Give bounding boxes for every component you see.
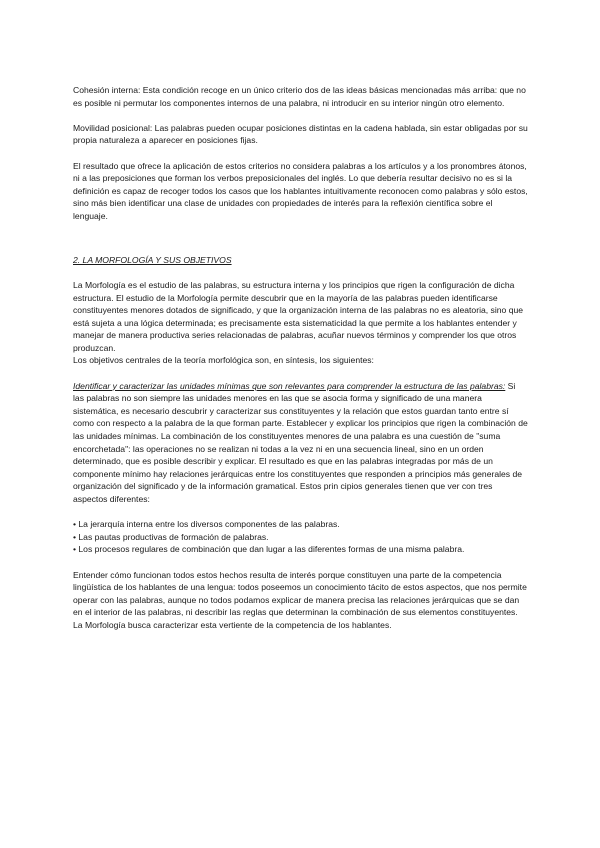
paragraph-body: Si las palabras no son siempre las unidades menores en las que se asocia forma y significado de una manera sistemática, es necesario descubrir y caracterizar sus constituyentes y la relación que estos guardan tanto entre sí como con respecto a la palabra de la que forman parte. Establecer y explicar los principios que rigen la combinación de las unidades mínimas. La combinación de los constituyentes menores de una palabra es una cuestión de "suma encorchetada": las operaciones no se realizan ni todas a la vez ni en una secuencia lineal, sino en un orden determinado, que es posible describir y explicar. El resultado es que en las palabras integradas por más de un componente mínimo hay relaciones jerárquicas entre los constituyentes que responden a principios más generales de organización del significado y de la información gramatical. Estos prin cipios generales tienen que ver con tres aspectos diferentes: [73,380,528,504]
bullet-list [73,518,528,556]
spacer [73,266,528,279]
paragraph-lead-underlined: Identificar y caracterizar las unidades mínimas que son relevantes para comprender la estructura de las palabras: [73,380,506,391]
paragraph-resultado-criterios: El resultado que ofrece la aplicación de estos criterios no considera palabras a los artículos y a los pronombres átonos, ni a las preposiciones que forman los verbos preposicionales del inglés. Lo que debería resultar decisivo no es si la definición es capaz de recoger todos los casos que los hablantes intuitivamente reconocen como palabras y sólo estos, sino más bien identificar una clase de unidades con propiedades de interés para la reflexión científica sobre el lenguaje. [73,160,528,221]
spacer [73,506,528,519]
paragraph-cohesion-interna: Cohesión interna: Esta condición recoge en un único criterio dos de las ideas básicas mencionadas más arriba: que no es posible ni permutar los componentes internos de una palabra, ni introducir en su interior ningún otro elemento. [73,85,526,108]
spacer [73,235,528,248]
spacer [73,223,528,236]
paragraph-morfologia-definicion: La Morfología es el estudio de las palabras, su estructura interna y los principios que rigen la configuración de dicha estructura. El estudio de la Morfología permite descubrir que en la mayoría de las palabras pueden identificarse constituyentes menores dotados de significado, y que la organización interna de las palabras no es aleatoria, sino que está sujeta a una lógica determinada; es precisamente esta sistematicidad la que permite a los hablantes entender y manejar de manera productiva series relacionadas de palabras, acuñar nuevos términos y comprender los que otros produzcan. [73,279,524,353]
spacer [73,109,528,122]
paragraph-objetivos-intro: Los objetivos centrales de la teoría morfológica son, en síntesis, los siguientes: [73,355,374,366]
list-item: • Las pautas productivas de formación de palabras. [73,531,269,542]
paragraph-movilidad-posicional: Movilidad posicional: Las palabras pueden ocupar posiciones distintas en la cadena hablada, sin estar obligadas por su propia naturaleza a aparecer en posiciones fijas. [73,122,528,146]
spacer [73,367,528,380]
list-item: • La jerarquía interna entre los diversos componentes de las palabras. [73,519,340,530]
list-item: • Los procesos regulares de combinación que dan lugar a las diferentes formas de una misma palabra. [73,544,465,555]
spacer [73,556,528,569]
spacer [73,147,528,160]
paragraph-competencia-linguistica: Entender cómo funcionan todos estos hechos resulta de interés porque constituyen una parte de la competencia lingüística de los hablantes de una lengua: todos poseemos un conocimiento tácito de estos aspectos, que nos permite operar con las palabras, aunque no todos podamos explicar de manera precisa las relaciones jerárquicas que se dan en el interior de las palabras, ni describir las reglas que determinan la combinación de sus elementos constituyentes. La Morfología busca caracterizar esta vertiente de la competencia de los hablantes. [73,569,527,630]
section-heading: 2. LA MORFOLOGÍA Y SUS OBJETIVOS [73,254,232,265]
paragraph-identificar-unidades [73,380,528,506]
